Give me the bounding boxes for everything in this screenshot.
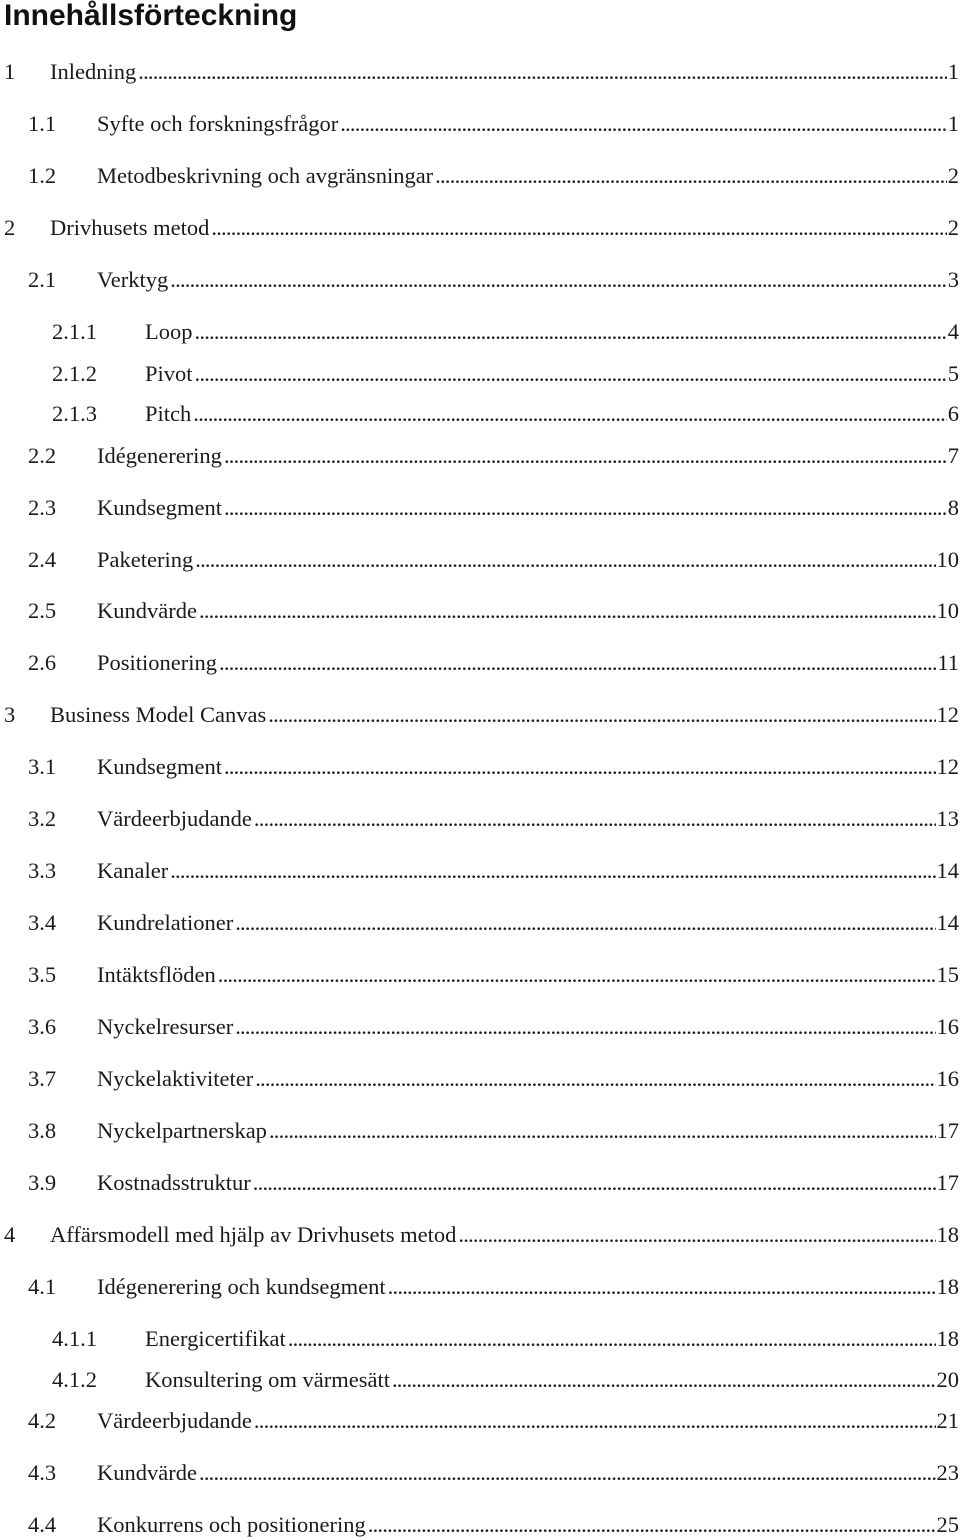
toc-entry[interactable]: [0, 1511, 960, 1539]
toc-entry[interactable]: [0, 1065, 960, 1093]
toc-entry[interactable]: [0, 753, 960, 781]
toc-entry[interactable]: [0, 546, 960, 574]
toc-entry-label: Nyckelpartnerskap: [97, 1118, 267, 1143]
toc-entry[interactable]: [0, 1407, 960, 1435]
toc-entry[interactable]: [0, 214, 960, 242]
toc-entry-line: [145, 318, 960, 346]
toc-entry-line: [145, 360, 960, 388]
toc-entry-label: Energicertifikat: [145, 1326, 286, 1351]
dot-leader: [209, 214, 946, 242]
toc-entry-page-number: 3: [947, 267, 959, 292]
toc-entry-label: Pitch: [145, 401, 192, 426]
toc-entry-number: 4.1.1: [52, 1326, 97, 1351]
toc-entry-page-number: 12: [936, 754, 959, 779]
toc-entry-line: [97, 1117, 960, 1145]
toc-entry-line: [97, 1273, 960, 1301]
toc-entry-line: [97, 1169, 960, 1197]
toc-entry[interactable]: [0, 909, 960, 937]
toc-entry-label: Kundsegment: [97, 754, 222, 779]
toc-entry[interactable]: [0, 266, 960, 294]
toc-entry[interactable]: [0, 494, 960, 522]
toc-entry-line: [97, 597, 960, 625]
toc-entry-page-number: 17: [936, 1170, 959, 1195]
toc-entry-page-number: 4: [947, 319, 959, 344]
toc-entry-number: 3.4: [28, 910, 57, 935]
toc-entry-number: 3.5: [28, 962, 57, 987]
toc-entry-page-number: 23: [936, 1460, 959, 1485]
toc-entry-label: Kundvärde: [97, 598, 197, 623]
toc-entry-number: 4.2: [28, 1408, 57, 1433]
toc-entry-number: 4: [4, 1222, 16, 1247]
toc-entry-label: Värdeerbjudande: [97, 1408, 252, 1433]
toc-entry-line: [97, 546, 960, 574]
toc-entry-number: 2.1.2: [52, 361, 97, 386]
toc-entry[interactable]: [0, 1325, 960, 1353]
toc-entry-line: [145, 1325, 960, 1353]
toc-entry[interactable]: [0, 701, 960, 729]
toc-entry[interactable]: [0, 162, 960, 190]
toc-entry-label: Paketering: [97, 547, 194, 572]
toc-entry-page-number: 16: [936, 1014, 959, 1039]
toc-entry-page-number: 21: [936, 1408, 959, 1433]
dot-leader: [233, 1013, 935, 1041]
dot-leader: [191, 400, 946, 428]
toc-entry[interactable]: [0, 1221, 960, 1249]
toc-entry-number: 4.3: [28, 1460, 57, 1485]
toc-entry-line: [97, 909, 960, 937]
toc-entry[interactable]: [0, 857, 960, 885]
toc-entry-line: [97, 266, 960, 294]
dot-leader: [286, 1325, 936, 1353]
toc-entry-line: [97, 162, 960, 190]
toc-entry-page-number: 7: [947, 443, 959, 468]
toc-entry-number: 2.2: [28, 443, 57, 468]
toc-entry-page-number: 18: [936, 1326, 959, 1351]
toc-entry-label: Positionering: [97, 650, 218, 675]
toc-entry-label: Business Model Canvas: [50, 702, 267, 727]
toc-entry-number: 2.4: [28, 547, 57, 572]
toc-entry-line: [97, 442, 960, 470]
toc-entry-number: 3.8: [28, 1118, 57, 1143]
toc-entry-label: Drivhusets metod: [50, 215, 210, 240]
toc-entry-number: 2.5: [28, 598, 57, 623]
toc-entry-page-number: 10: [936, 598, 959, 623]
toc-entry-page-number: 14: [936, 910, 959, 935]
toc-entry-number: 1: [4, 59, 16, 84]
toc-entry[interactable]: [0, 649, 960, 677]
toc-entry-page-number: 2: [947, 163, 959, 188]
toc-entry[interactable]: [0, 1013, 960, 1041]
dot-leader: [193, 360, 947, 388]
toc-entry-page-number: 15: [936, 962, 959, 987]
toc-entry-page-number: 25: [936, 1512, 959, 1537]
toc-entry[interactable]: [0, 1366, 960, 1394]
dot-leader: [233, 909, 935, 937]
toc-entry-label: Loop: [145, 319, 193, 344]
toc-entry-line: [97, 649, 960, 677]
toc-entry[interactable]: [0, 1459, 960, 1487]
dot-leader: [252, 1407, 936, 1435]
dot-leader: [267, 1117, 936, 1145]
toc-entry-label: Konsultering om värmesätt: [145, 1367, 390, 1392]
toc-entry-number: 3.3: [28, 858, 57, 883]
toc-entry[interactable]: [0, 1273, 960, 1301]
toc-entry-page-number: 5: [947, 361, 959, 386]
dot-leader: [366, 1511, 936, 1539]
toc-entry-line: [97, 110, 960, 138]
toc-entry-label: Kostnadsstruktur: [97, 1170, 251, 1195]
dot-leader: [217, 649, 936, 677]
toc-entry-number: 3.2: [28, 806, 57, 831]
toc-entry-number: 3.6: [28, 1014, 57, 1039]
toc-entry-line: [97, 753, 960, 781]
dot-leader: [390, 1366, 936, 1394]
toc-entry-line: [97, 1459, 960, 1487]
toc-entry-number: 3.9: [28, 1170, 57, 1195]
toc-entry-label: Intäktsflöden: [97, 962, 216, 987]
toc-entry-line: [97, 494, 960, 522]
toc-entry-label: Kundsegment: [97, 495, 222, 520]
toc-entry[interactable]: [0, 400, 960, 428]
toc-entry-label: Affärsmodell med hjälp av Drivhusets metod: [50, 1222, 457, 1247]
toc-entry-number: 2.1.3: [52, 401, 97, 426]
toc-entry-number: 2.6: [28, 650, 57, 675]
toc-entry-label: Kundrelationer: [97, 910, 234, 935]
toc-entry-line: [145, 1366, 960, 1394]
toc-entry-number: 1.1: [28, 111, 57, 136]
toc-entry-number: 2.1.1: [52, 319, 97, 344]
dot-leader: [456, 1221, 935, 1249]
toc-entry-page-number: 18: [936, 1274, 959, 1299]
toc-entry-line: [97, 1511, 960, 1539]
toc-entry-label: Kanaler: [97, 858, 169, 883]
dot-leader: [222, 753, 936, 781]
page-title: Innehållsförteckning: [4, 0, 298, 32]
dot-leader: [222, 494, 947, 522]
dot-leader: [193, 318, 947, 346]
dot-leader: [168, 266, 947, 294]
dot-leader: [197, 1459, 936, 1487]
toc-entry[interactable]: [0, 597, 960, 625]
toc-entry-number: 2.1: [28, 267, 57, 292]
toc-entry-page-number: 10: [936, 547, 959, 572]
toc-entry-page-number: 20: [936, 1367, 959, 1392]
toc-entry-page-number: 1: [947, 59, 959, 84]
toc-entry-number: 3: [4, 702, 16, 727]
toc-entry-line: [50, 1221, 960, 1249]
toc-entry-line: [50, 701, 960, 729]
toc-entry-line: [97, 961, 960, 989]
dot-leader: [338, 110, 947, 138]
toc-entry-label: Nyckelresurser: [97, 1014, 234, 1039]
dot-leader: [386, 1273, 936, 1301]
toc-entry-line: [97, 1065, 960, 1093]
toc-entry-line: [97, 857, 960, 885]
toc-entry[interactable]: [0, 805, 960, 833]
toc-entry[interactable]: [0, 58, 960, 86]
dot-leader: [197, 597, 936, 625]
toc-entry-label: Idégenerering: [97, 443, 222, 468]
toc-entry-label: Idégenerering och kundsegment: [97, 1274, 386, 1299]
toc-entry-number: 4.4: [28, 1512, 57, 1537]
toc-entry[interactable]: [0, 1169, 960, 1197]
toc-entry[interactable]: [0, 318, 960, 346]
toc-entry-page-number: 14: [936, 858, 959, 883]
toc-entry-line: [50, 214, 960, 242]
toc-entry-label: Nyckelaktiviteter: [97, 1066, 254, 1091]
toc-entry-page-number: 6: [947, 401, 959, 426]
toc-entry[interactable]: [0, 1117, 960, 1145]
toc-entry-label: Pivot: [145, 361, 193, 386]
dot-leader: [136, 58, 947, 86]
toc-entry-line: [50, 58, 960, 86]
dot-leader: [168, 857, 935, 885]
toc-entry-number: 2.3: [28, 495, 57, 520]
toc-entry[interactable]: [0, 360, 960, 388]
toc-entry-label: Värdeerbjudande: [97, 806, 252, 831]
toc-entry-page-number: 2: [947, 215, 959, 240]
toc-entry-page-number: 16: [936, 1066, 959, 1091]
toc-entry-label: Inledning: [50, 59, 137, 84]
dot-leader: [222, 442, 947, 470]
dot-leader: [253, 1065, 935, 1093]
dot-leader: [216, 961, 936, 989]
toc-entry[interactable]: [0, 110, 960, 138]
toc-entry-page-number: 1: [947, 111, 959, 136]
dot-leader: [193, 546, 935, 574]
toc-entry-line: [97, 805, 960, 833]
toc-entry-number: 3.7: [28, 1066, 57, 1091]
toc-entry-label: Metodbeskrivning och avgränsningar: [97, 163, 434, 188]
toc-entry-label: Kundvärde: [97, 1460, 197, 1485]
dot-leader: [266, 701, 935, 729]
toc-entry[interactable]: [0, 442, 960, 470]
dot-leader: [433, 162, 947, 190]
toc-entry-page-number: 12: [936, 702, 959, 727]
dot-leader: [251, 1169, 936, 1197]
toc-entry-line: [97, 1013, 960, 1041]
toc-entry-page-number: 13: [936, 806, 959, 831]
toc-entry-page-number: 17: [936, 1118, 959, 1143]
toc-entry-label: Syfte och forskningsfrågor: [97, 111, 339, 136]
dot-leader: [252, 805, 936, 833]
toc-entry-number: 2: [4, 215, 16, 240]
toc-entry-page-number: 18: [936, 1222, 959, 1247]
toc-entry-number: 3.1: [28, 754, 57, 779]
toc-entry-label: Konkurrens och positionering: [97, 1512, 366, 1537]
toc-entry-number: 4.1: [28, 1274, 57, 1299]
toc-entry-line: [97, 1407, 960, 1435]
toc-entry-number: 4.1.2: [52, 1367, 97, 1392]
toc-entry-line: [145, 400, 960, 428]
toc-entry-number: 1.2: [28, 163, 57, 188]
toc-entry-label: Verktyg: [97, 267, 169, 292]
toc-entry[interactable]: [0, 961, 960, 989]
toc-entry-page-number: 11: [937, 650, 959, 675]
toc-entry-page-number: 8: [947, 495, 959, 520]
